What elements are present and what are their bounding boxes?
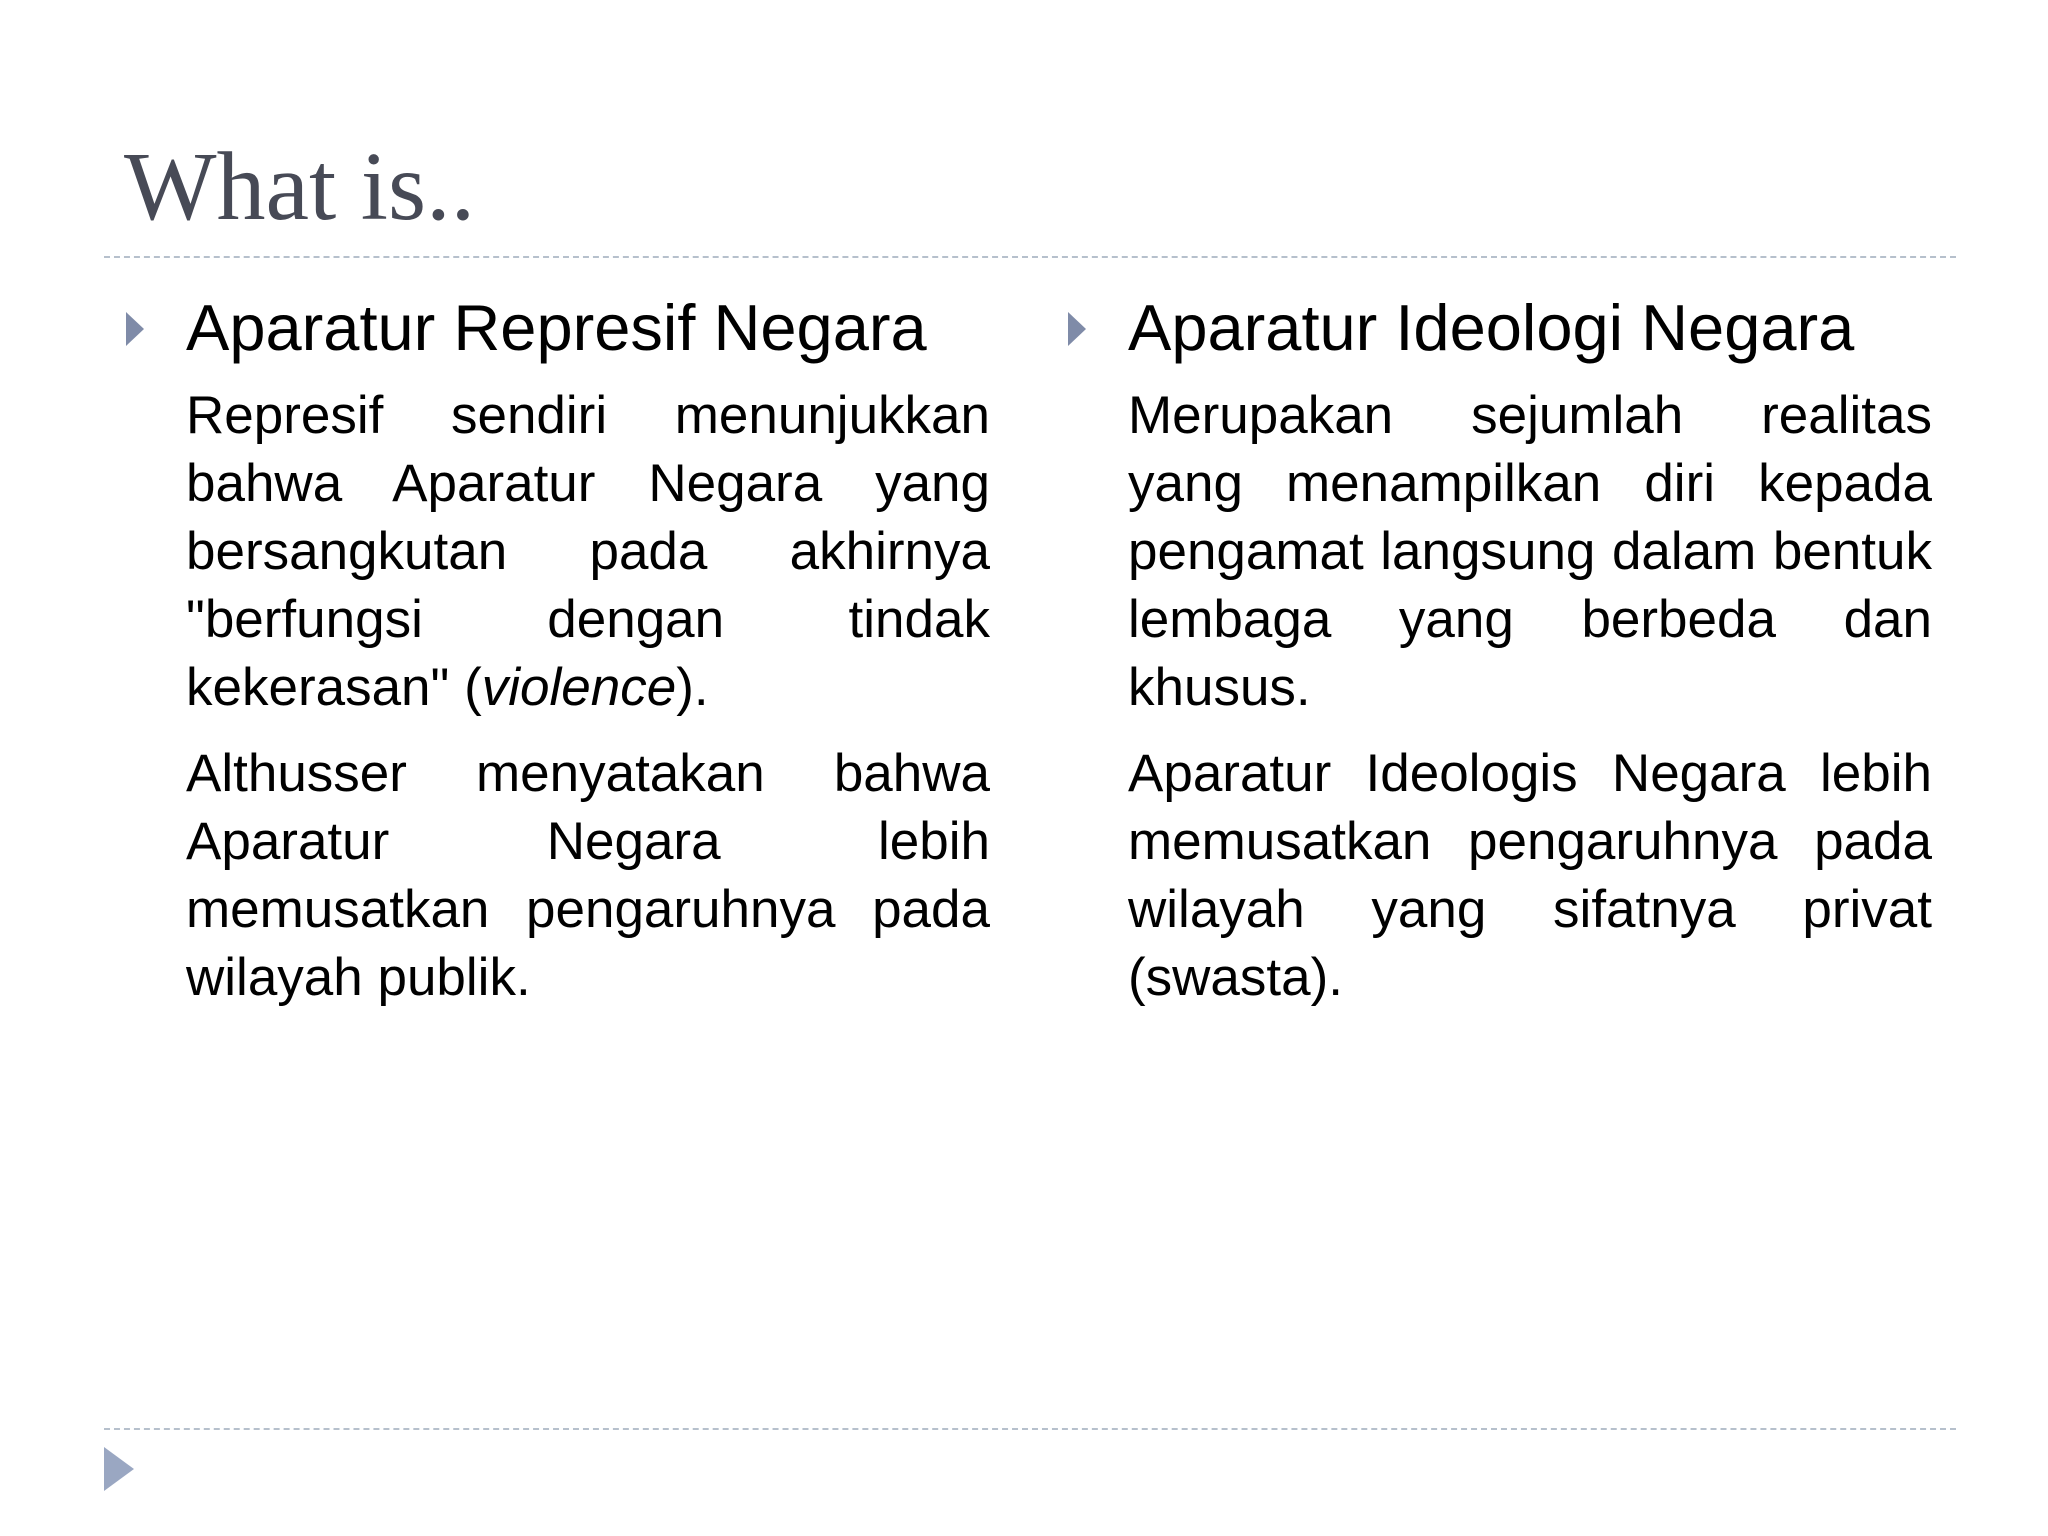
paragraph-ideologi-influence: Aparatur Ideologis Negara lebih memusatkan pengaruhnya pada wilayah yang sifatnya privat (swasta).: [1128, 744, 1932, 1007]
paragraph-represif-definition: [186, 382, 990, 722]
triangle-right-icon: [1068, 312, 1086, 346]
column-ideologi: [1066, 286, 1932, 1012]
slide-title: What is..: [124, 133, 476, 241]
next-slide-arrow-icon[interactable]: [104, 1447, 134, 1491]
paragraph-represif-definition-end: ).: [676, 658, 709, 717]
paragraph-represif-definition-text: Represif sendiri menunjukkan bahwa Aparatur Negara yang bersangkutan pada akhirnya "berfungsi dengan tindak kekerasan" (: [186, 386, 990, 717]
heading-represif: Aparatur Represif Negara: [186, 291, 927, 364]
paragraph-ideologi-definition: Merupakan sejumlah realitas yang menampilkan diri kepada pengamat langsung dalam bentuk lembaga yang berbeda dan khusus.: [1128, 386, 1932, 717]
paragraph-represif-althusser: Althusser menyatakan bahwa Aparatur Negara lebih memusatkan pengaruhnya pada wilayah publik.: [186, 744, 990, 1007]
paragraph-represif-definition-italic: violence: [481, 658, 677, 717]
footer-divider: [104, 1428, 1956, 1430]
triangle-right-icon: [126, 312, 144, 346]
title-divider: [104, 256, 1956, 258]
heading-ideologi: Aparatur Ideologi Negara: [1128, 291, 1855, 364]
column-represif: [124, 286, 990, 1012]
